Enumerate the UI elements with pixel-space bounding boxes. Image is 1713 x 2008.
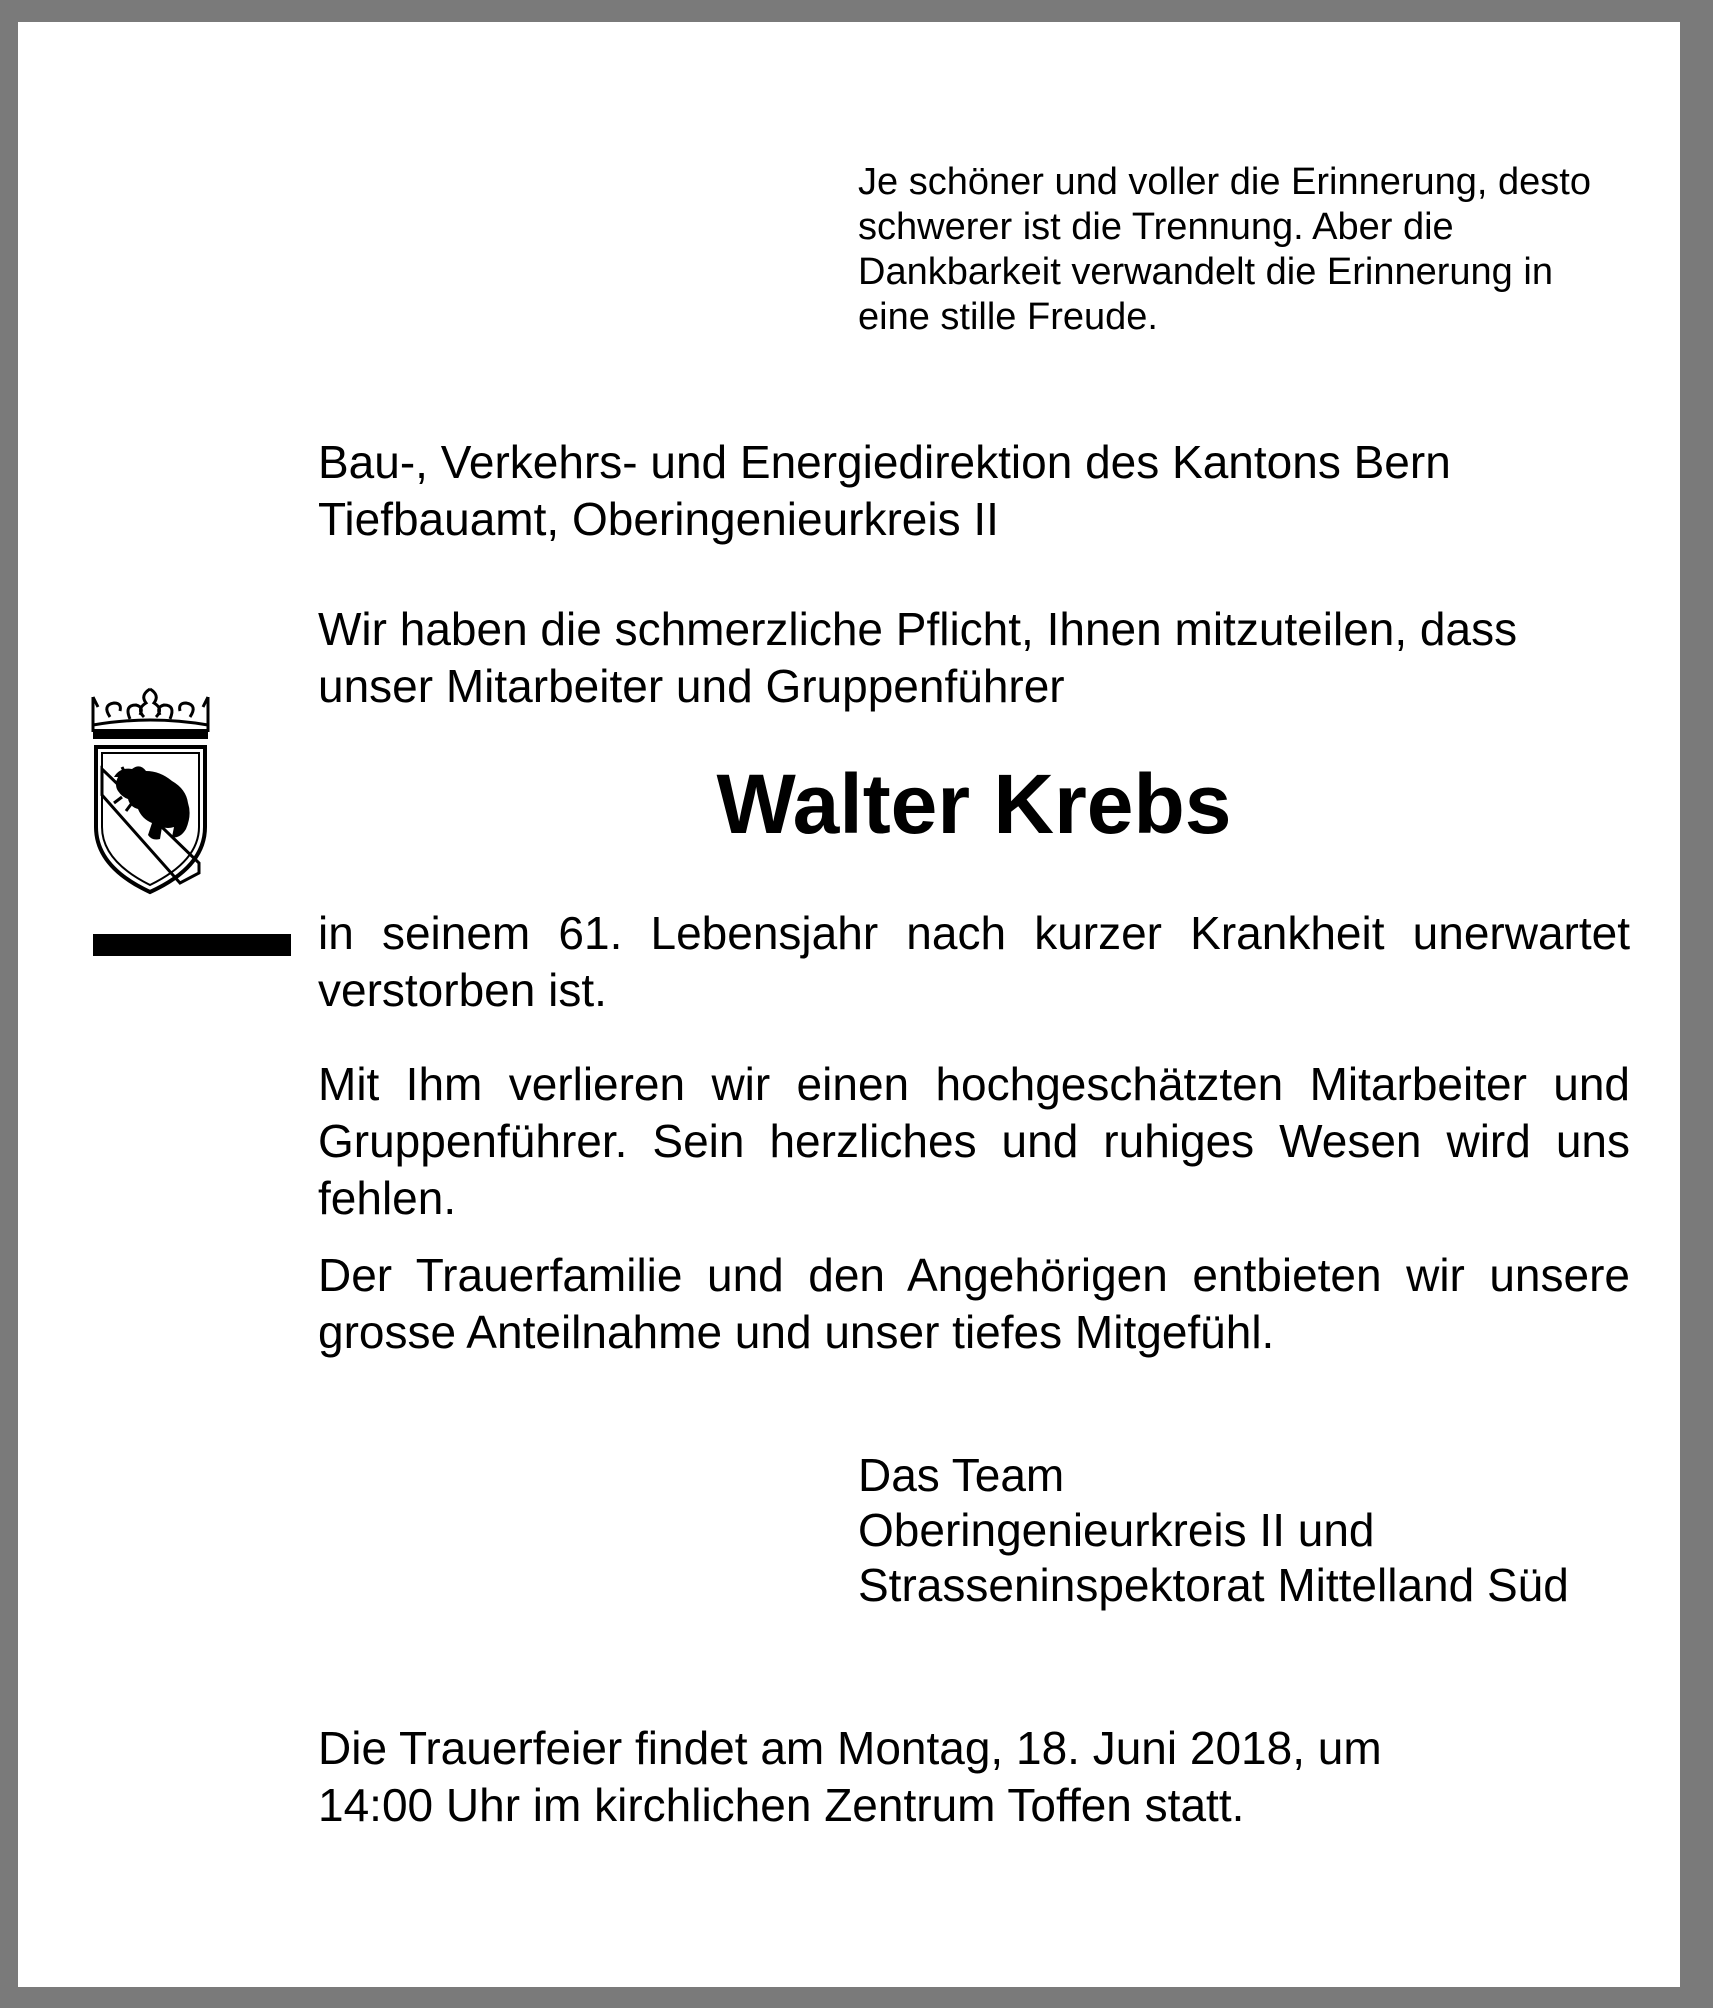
- paragraph-line: Gruppenführer. Sein herzliches und ruhiges Wesen wird uns: [318, 1115, 1630, 1167]
- signoff-line: Strasseninspektorat Mittelland Süd: [858, 1559, 1569, 1611]
- quote-line: Je schöner und voller die Erinnerung, desto: [858, 161, 1592, 203]
- service-line: Die Trauerfeier findet am Montag, 18. Juni 2018, um: [318, 1722, 1382, 1774]
- organization-header: [318, 434, 1451, 548]
- obituary-page: [18, 22, 1680, 1987]
- paragraph-line: Der Trauerfamilie und den Angehörigen entbieten wir unsere: [318, 1249, 1630, 1301]
- mourning-bar: [93, 934, 291, 956]
- bern-coat-of-arms-icon: [88, 677, 213, 897]
- body-paragraph-3: [318, 1247, 1630, 1361]
- paragraph-line: in seinem 61. Lebensjahr nach kurzer Krankheit unerwartet: [318, 907, 1630, 959]
- quote-line: schwerer ist die Trennung. Aber die: [858, 206, 1454, 248]
- paragraph-line: verstorben ist.: [318, 964, 607, 1016]
- signoff: [858, 1448, 1569, 1613]
- header-line: Tiefbauamt, Oberingenieurkreis II: [318, 493, 999, 545]
- paragraph-line: fehlen.: [318, 1172, 457, 1224]
- signoff-line: Das Team: [858, 1449, 1065, 1501]
- paragraph-line: Mit Ihm verlieren wir einen hochgeschätzten Mitarbeiter und: [318, 1058, 1630, 1110]
- body-paragraph-2: [318, 1056, 1630, 1227]
- quote-line: eine stille Freude.: [858, 296, 1158, 338]
- funeral-service-info: [318, 1720, 1382, 1834]
- deceased-name: Walter Krebs: [716, 757, 1232, 851]
- memorial-quote: [858, 160, 1658, 340]
- signoff-line: Oberingenieurkreis II und: [858, 1504, 1375, 1556]
- body-paragraph-1: [318, 905, 1630, 1019]
- service-line: 14:00 Uhr im kirchlichen Zentrum Toffen statt.: [318, 1779, 1245, 1831]
- quote-line: Dankbarkeit verwandelt die Erinnerung in: [858, 251, 1553, 293]
- intro-line: Wir haben die schmerzliche Pflicht, Ihnen mitzuteilen, dass: [318, 603, 1518, 655]
- header-line: Bau-, Verkehrs- und Energiedirektion des Kantons Bern: [318, 436, 1451, 488]
- paragraph-line: grosse Anteilnahme und unser tiefes Mitgefühl.: [318, 1306, 1275, 1358]
- intro-text: [318, 601, 1517, 715]
- intro-line: unser Mitarbeiter und Gruppenführer: [318, 660, 1065, 712]
